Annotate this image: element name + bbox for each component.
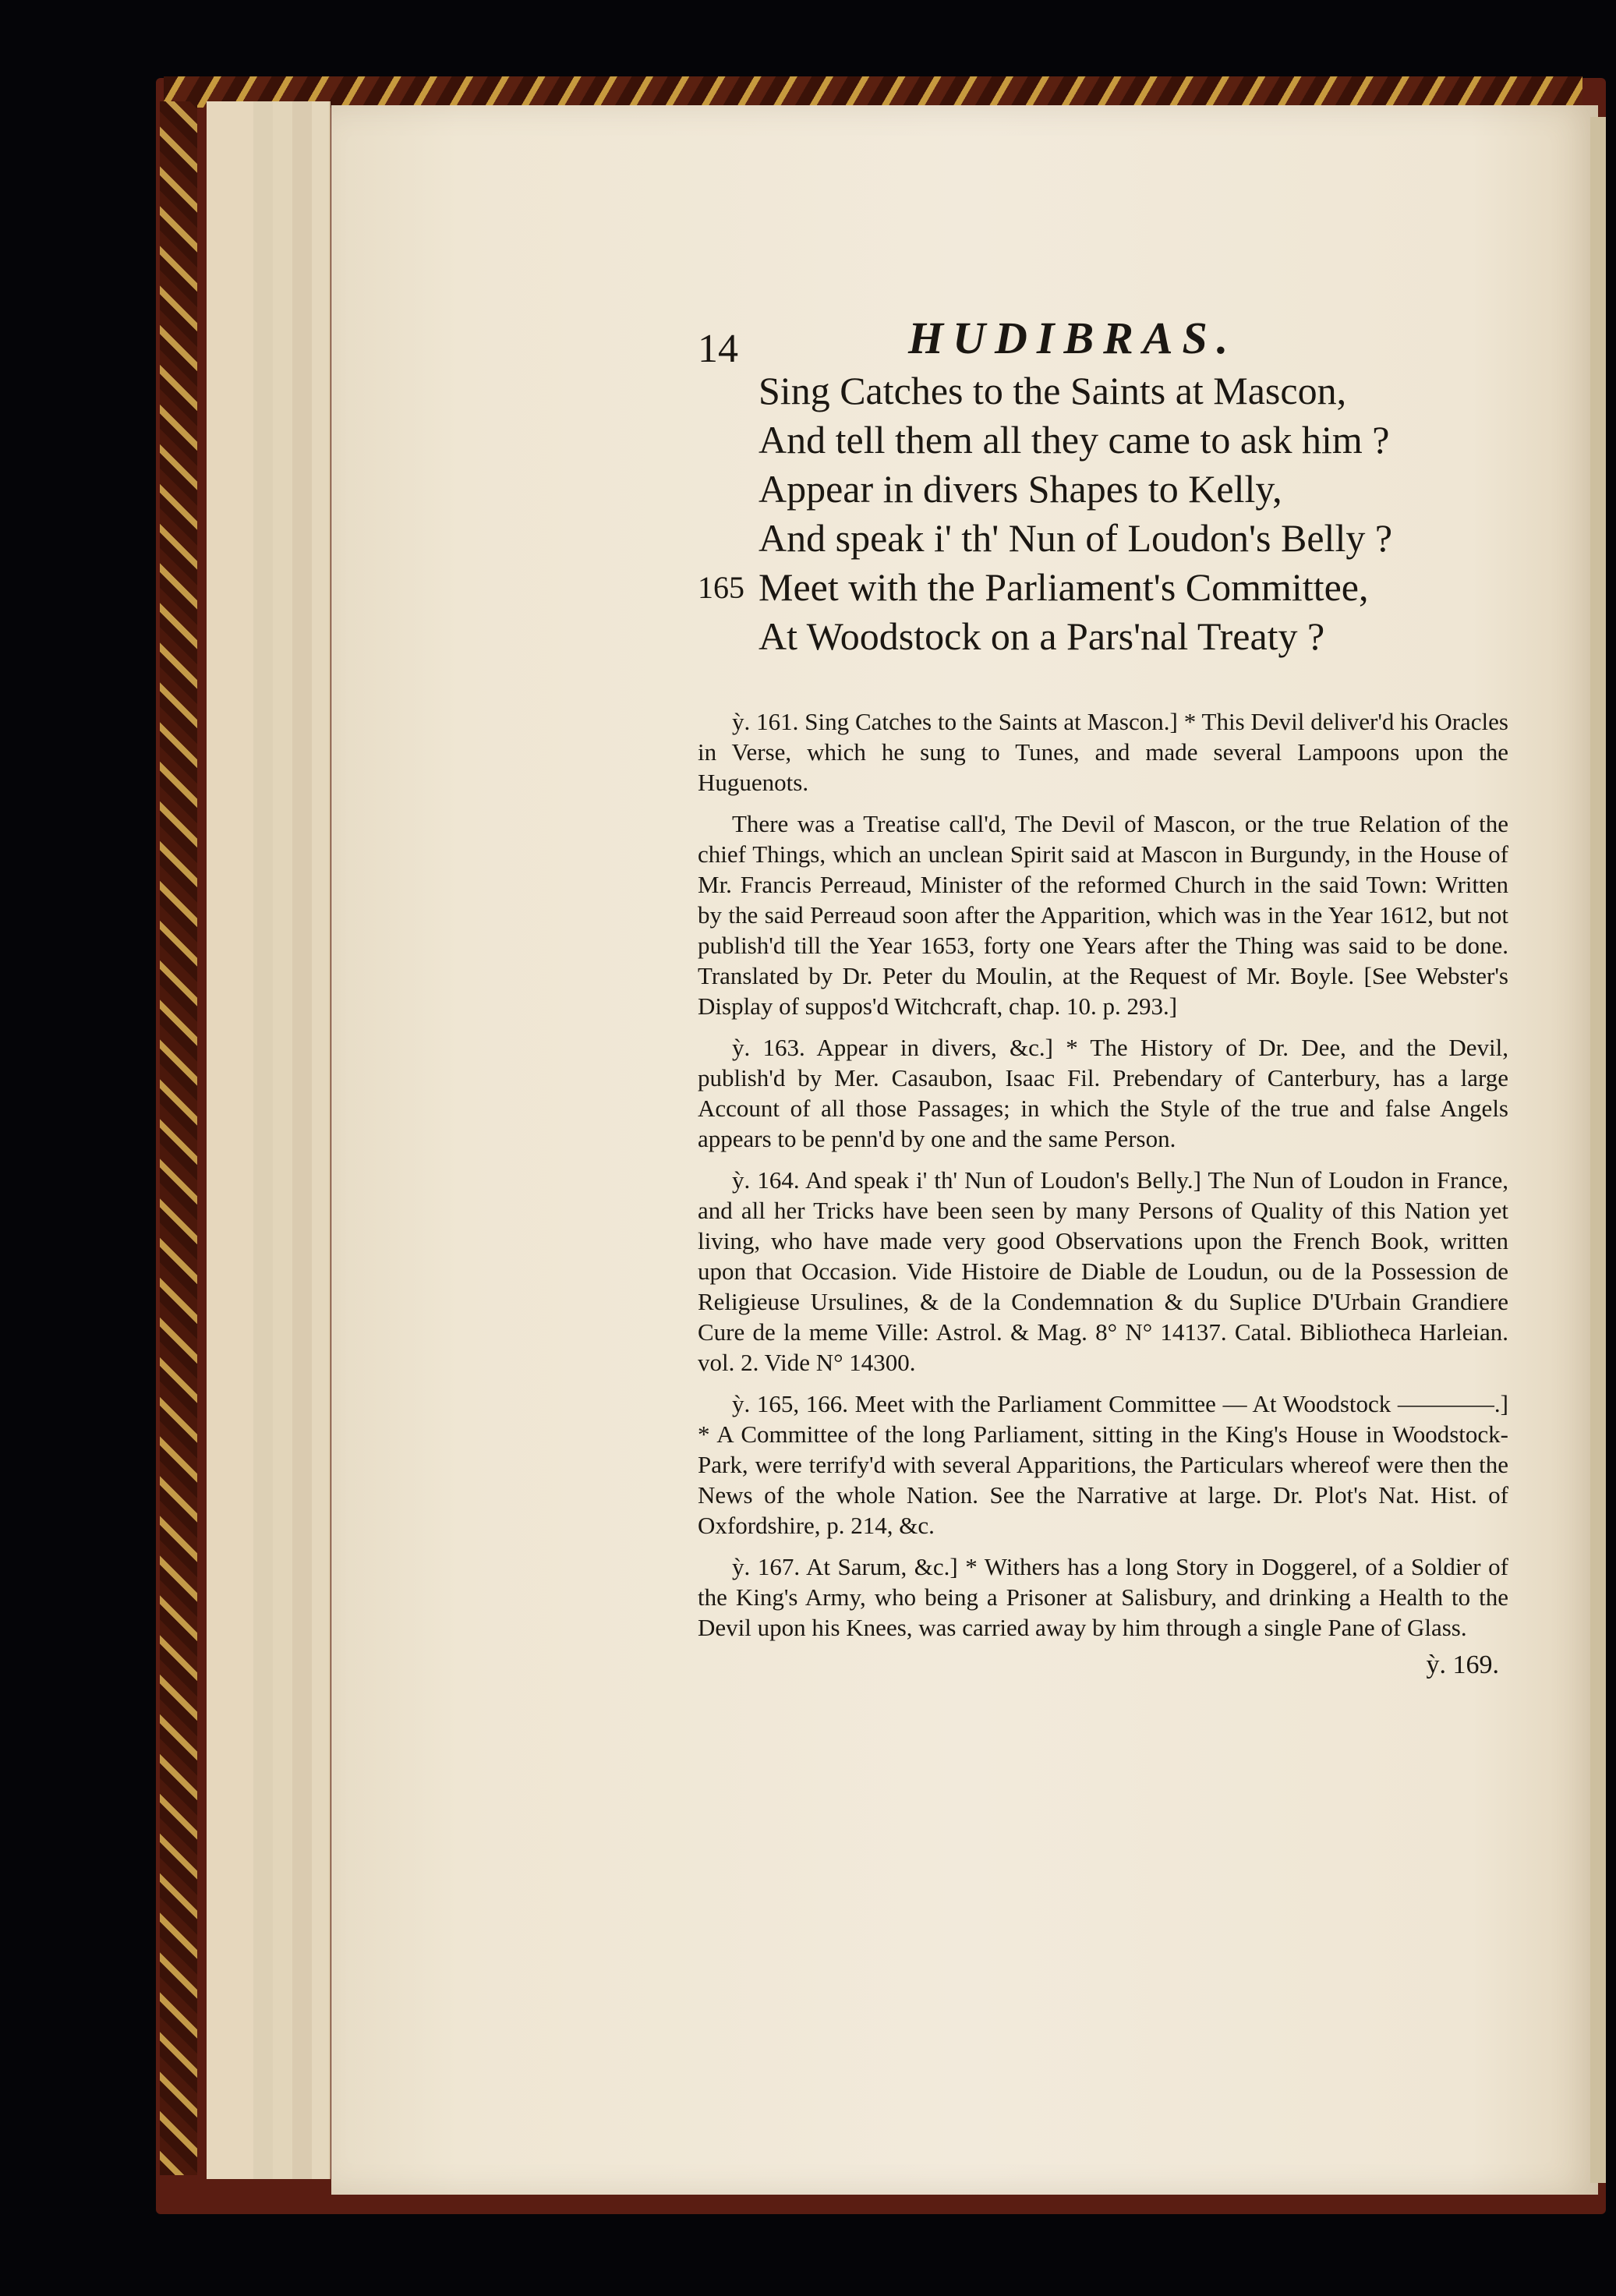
verse-line — [698, 612, 1508, 661]
page-stack — [207, 101, 255, 2179]
gilt-edge-top — [164, 76, 1582, 108]
verse-line — [698, 563, 1508, 612]
footnote: There was a Treatise call'd, The Devil of Mascon, or the true Relation of the chief Things, which an unclean Spirit said at Mascon in Burgundy, in the House of Mr. Francis Perreaud, Minister of the reformed Church in the said Town: Written by the said Perreaud soon after the Apparition, which was in the Year 1612, but not publish'd till the Year 1653, forty one Years after the Thing was said to be done. Translated by Dr. Peter du Moulin, at the Request of Mr. Boyle. [See Webster's Display of suppos'd Witchcraft, chap. 10. p. 293.] — [698, 810, 1508, 1020]
verse-line — [698, 514, 1508, 563]
page-content — [698, 312, 1508, 1680]
line-number: 165 — [698, 570, 744, 605]
page-stack — [273, 101, 294, 2179]
page-header — [698, 312, 1508, 374]
verse-line — [698, 366, 1508, 416]
verse-line — [698, 416, 1508, 465]
footnote: ỳ. 163. Appear in divers, &c.] * The History of Dr. Dee, and the Devil, publish'd by Mer. Casaubon, Isaac Fil. Prebendary of Canterbury, has a large Account of all those Passages; in which the Style of the true and false Angels appears to be penn'd by one and the same Person. — [698, 1034, 1508, 1152]
page-edge — [1590, 117, 1606, 2183]
page-stack — [312, 101, 331, 2179]
verse-text: And speak i' th' Nun of Loudon's Belly ? — [758, 516, 1393, 560]
verse-block — [698, 366, 1508, 661]
footnote: ỳ. 161. Sing Catches to the Saints at Mascon.] * This Devil deliver'd his Oracles in Verse, which he sung to Tunes, and made several Lampoons upon the Huguenots. — [698, 708, 1508, 796]
catchword: ỳ. 169. — [1426, 1650, 1499, 1679]
verse-line — [698, 465, 1508, 514]
verse-text: Sing Catches to the Saints at Mascon, — [758, 369, 1347, 412]
verse-text: And tell them all they came to ask him ? — [758, 418, 1390, 462]
verse-text: Meet with the Parliament's Committee, — [758, 565, 1369, 609]
footnotes — [698, 706, 1508, 1643]
verse-text: Appear in divers Shapes to Kelly, — [758, 467, 1282, 511]
footnote: ỳ. 167. At Sarum, &c.] * Withers has a long Story in Doggerel, of a Soldier of the King's Army, who being a Prisoner at Salisbury, and drinking a Health to the Devil upon his Knees, was carried away by him through a single Pane of Glass. — [698, 1553, 1508, 1641]
gilt-edge-spine — [160, 101, 197, 2175]
footnote: ỳ. 165, 166. Meet with the Parliament Committee — At Woodstock ————.] * A Committee of the long Parliament, sitting in the King's House in Woodstock-Park, were terrify'd with several Apparitions, the Particulars whereof were then the News of the whole Nation. See the Narrative at large. Dr. Plot's Nat. Hist. of Oxfordshire, p. 214, &c. — [698, 1390, 1508, 1539]
page-stack — [253, 101, 274, 2179]
running-title: HUDIBRAS. — [908, 313, 1238, 363]
footnote: ỳ. 164. And speak i' th' Nun of Loudon's Belly.] The Nun of Loudon in France, and all her Tricks have been seen by many Persons of Quality of this Nation yet living, who have made very good Observations upon the French Book, written upon that Occasion. Vide Histoire de Diable de Loudun, ou de la Possession de Religieuse Ursulines, & de la Condemnation & du Suplice D'Urbain Grandiere Cure de la meme Ville: Astrol. & Mag. 8° N° 14137. Catal. Bibliotheca Harleian. vol. 2. Vide N° 14300. — [698, 1166, 1508, 1376]
page-stack — [292, 101, 313, 2179]
verse-text: At Woodstock on a Pars'nal Treaty ? — [758, 614, 1325, 658]
page-number: 14 — [698, 327, 738, 371]
